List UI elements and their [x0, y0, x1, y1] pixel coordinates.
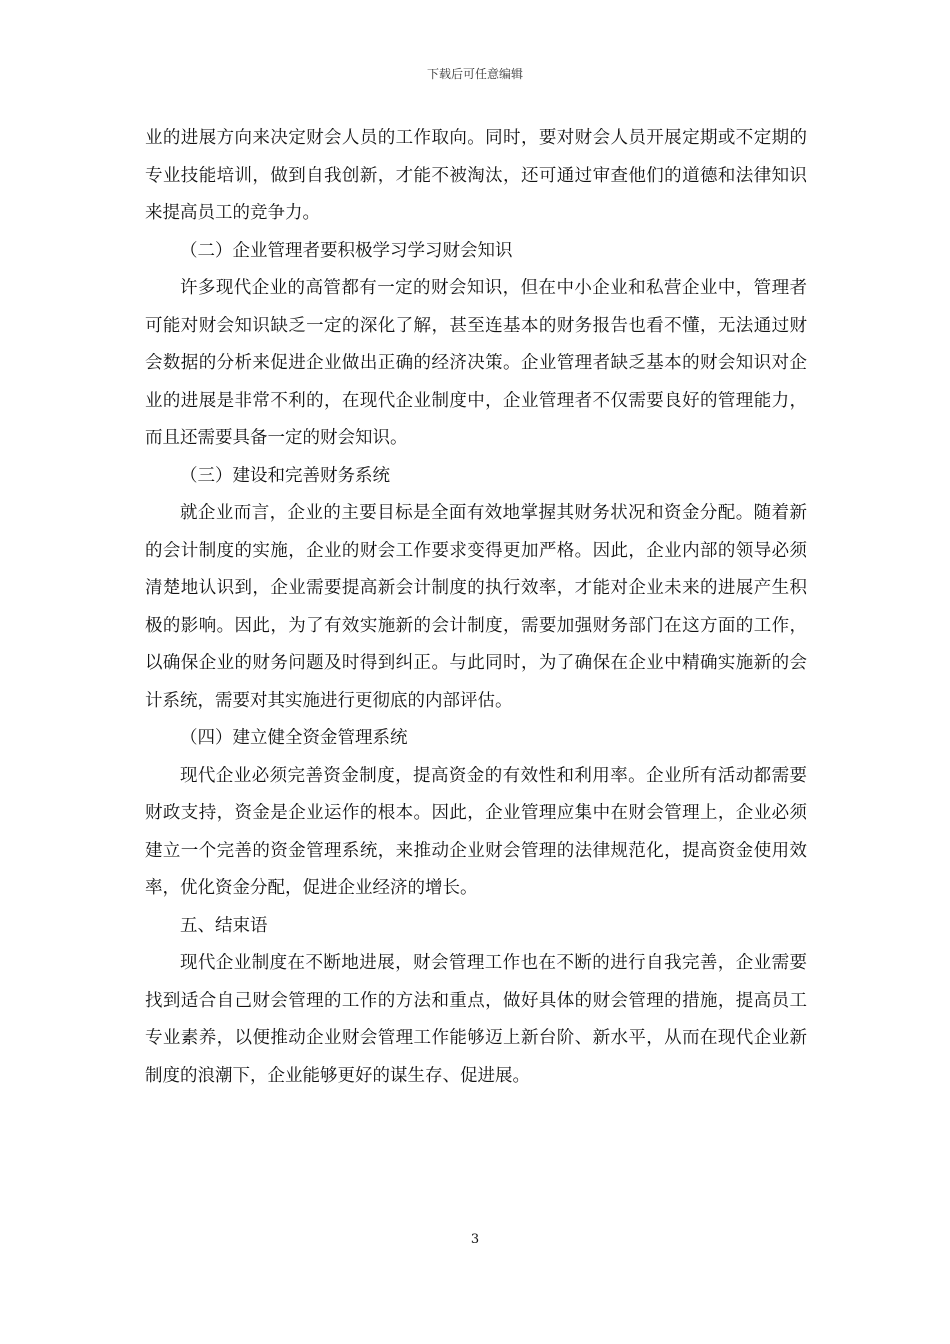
section-heading-5: 五、结束语: [180, 915, 268, 936]
paragraph-financial-system: 就企业而言，企业的主要目标是全面有效地掌握其财务状况和资金分配。随着新的会计制度的实施，企业的财会工作要求变得更加严格。因此，企业内部的领导必须清楚地认识到，企业需要提高新会计制度的执行效率，才能对企业未来的进展产生积极的影响。因此，为了有效实施新的会计制度，需要加强财务部门在这方面的工作，以确保企业的财务问题及时得到纠正。与此同时，为了确保在企业中精确实施新的会计系统，需要对其实施进行更彻底的内部评估。: [145, 503, 807, 711]
page-number: 3: [470, 1232, 480, 1247]
section-heading-2: （二）企业管理者要积极学习学习财会知识: [180, 240, 513, 261]
section-heading-4: （四）建立健全资金管理系统: [180, 728, 408, 748]
paragraph-management-knowledge: 许多现代企业的高管都有一定的财会知识，但在中小企业和私营企业中，管理者可能对财会知识缺乏一定的深化了解，甚至连基本的财务报告也看不懂，无法通过财会数据的分析来促进企业做出正确的经济决策。企业管理者缺乏基本的财会知识对企业的进展是非常不利的，在现代企业制度中，企业管理者不仅需要良好的管理能力，而且还需要具备一定的财会知识。: [145, 278, 807, 448]
paragraph-fund-management: 现代企业必须完善资金制度，提高资金的有效性和利用率。企业所有活动都需要财政支持，资金是企业运作的根本。因此，企业管理应集中在财会管理上，企业必须建立一个完善的资金管理系统，来推动企业财会管理的法律规范化，提高资金使用效率，优化资金分配，促进企业经济的增长。: [145, 765, 807, 898]
section-heading-3: （三）建设和完善财务系统: [180, 465, 390, 486]
paragraph-continued: 业的进展方向来决定财会人员的工作取向。同时，要对财会人员开展定期或不定期的专业技能培训，做到自我创新，才能不被淘汰，还可通过审查他们的道德和法律知识来提高员工的竞争力。: [145, 128, 807, 223]
page-header: 下载后可任意编辑: [426, 67, 523, 81]
document-body: [145, 120, 807, 1095]
paragraph-conclusion: 现代企业制度在不断地进展，财会管理工作也在不断的进行自我完善，企业需要找到适合自己财会管理的工作的方法和重点，做好具体的财会管理的措施，提高员工专业素养，以便推动企业财会管理工作能够迈上新台阶、新水平，从而在现代企业新制度的浪潮下，企业能够更好的谋生存、促进展。: [145, 953, 807, 1086]
